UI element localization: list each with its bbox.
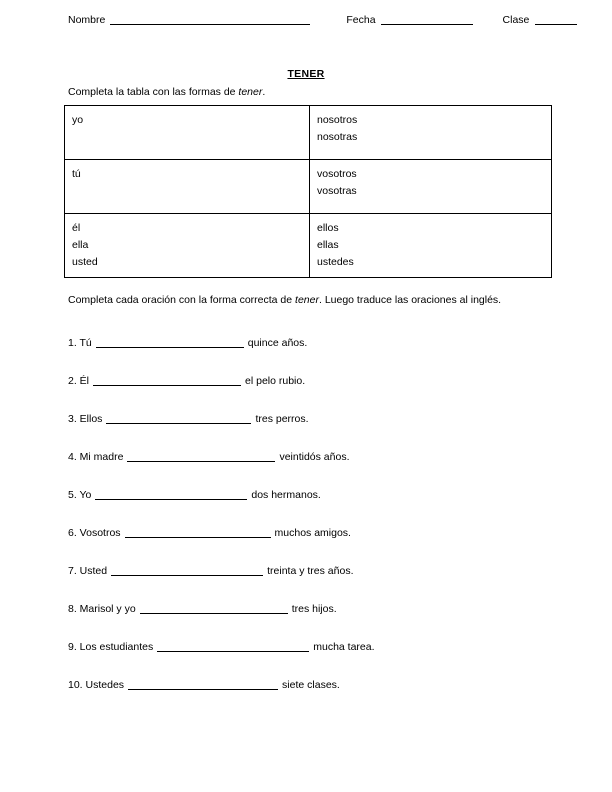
exercise-item (68, 374, 568, 412)
table-instruction-verb: tener (238, 86, 263, 98)
exercise-list (68, 336, 568, 716)
exercise-prompt: 8. Marisol y yo (68, 603, 136, 615)
exercise-instruction-lead: Completa cada oración con la forma correcta de (68, 294, 296, 306)
pronoun-label: ella (72, 239, 89, 251)
pronoun-label: vosotros (317, 168, 357, 180)
answer-blank[interactable] (125, 537, 271, 538)
student-info-row (68, 14, 546, 32)
exercise-prompt: 7. Usted (68, 565, 108, 577)
table-cell-singular[interactable] (65, 214, 310, 278)
pronoun-label: ellas (317, 239, 339, 251)
exercise-prompt: 2. Él (68, 375, 90, 387)
exercise-prompt: 5. Yo (68, 489, 92, 501)
answer-blank[interactable] (95, 499, 247, 500)
exercise-predicate: muchos amigos. (274, 527, 351, 539)
exercise-predicate: tres perros. (255, 413, 309, 425)
exercise-instruction-verb: tener (295, 294, 319, 306)
exercise-prompt: 6. Vosotros (68, 527, 121, 539)
clase-input-blank[interactable] (535, 24, 577, 25)
conjugation-table (64, 105, 552, 278)
exercise-item (68, 526, 568, 564)
exercise-item (68, 488, 568, 526)
answer-blank[interactable] (93, 385, 241, 386)
table-cell-plural[interactable] (310, 214, 552, 278)
exercise-predicate: quince años. (247, 337, 308, 349)
pronoun-label: ustedes (317, 256, 354, 268)
nombre-field-group (68, 14, 310, 26)
clase-label: Clase (502, 14, 530, 26)
pronoun-label: nosotras (317, 131, 358, 143)
exercise-prompt: 4. Mi madre (68, 451, 124, 463)
exercise-predicate: el pelo rubio. (245, 375, 306, 387)
table-instruction (68, 86, 265, 98)
exercise-predicate: mucha tarea. (313, 641, 375, 653)
answer-blank[interactable] (157, 651, 309, 652)
exercise-item (68, 564, 568, 602)
table-cell-plural[interactable] (310, 106, 552, 160)
nombre-label: Nombre (68, 14, 106, 26)
table-row (65, 214, 552, 278)
answer-blank[interactable] (140, 613, 288, 614)
exercise-predicate: siete clases. (282, 679, 340, 691)
answer-blank[interactable] (128, 689, 278, 690)
exercise-instruction (68, 294, 501, 306)
answer-blank[interactable] (106, 423, 251, 424)
pronoun-label: nosotros (317, 114, 358, 126)
exercise-predicate: treinta y tres años. (267, 565, 354, 577)
exercise-prompt: 1. Tú (68, 337, 92, 349)
pronoun-label: usted (72, 256, 98, 268)
table-row (65, 160, 552, 214)
clase-field-group (503, 14, 578, 26)
exercise-prompt: 10. Ustedes (68, 679, 125, 691)
exercise-predicate: tres hijos. (291, 603, 337, 615)
table-cell-plural[interactable] (310, 160, 552, 214)
exercise-item (68, 336, 568, 374)
table-row (65, 106, 552, 160)
exercise-predicate: veintidós años. (279, 451, 350, 463)
answer-blank[interactable] (111, 575, 263, 576)
page-title-text: TENER (287, 68, 325, 80)
exercise-instruction-tail: . Luego traduce las oraciones al inglés. (318, 294, 502, 306)
pronoun-label: vosotras (317, 185, 357, 197)
exercise-item (68, 640, 568, 678)
page-title (0, 68, 612, 80)
answer-blank[interactable] (96, 347, 244, 348)
exercise-item (68, 602, 568, 640)
answer-blank[interactable] (127, 461, 275, 462)
exercise-item (68, 678, 568, 716)
pronoun-label: yo (72, 114, 84, 126)
exercise-prompt: 9. Los estudiantes (68, 641, 154, 653)
table-cell-singular[interactable] (65, 106, 310, 160)
nombre-input-blank[interactable] (110, 24, 310, 25)
table-instruction-lead: Completa la tabla con las formas de (68, 86, 239, 98)
table-instruction-tail: . (262, 86, 266, 98)
exercise-item (68, 450, 568, 488)
exercise-predicate: dos hermanos. (251, 489, 321, 501)
table-cell-singular[interactable] (65, 160, 310, 214)
pronoun-label: él (72, 222, 81, 234)
pronoun-label: tú (72, 168, 81, 180)
exercise-prompt: 3. Ellos (68, 413, 103, 425)
fecha-field-group (346, 14, 472, 26)
pronoun-label: ellos (317, 222, 339, 234)
fecha-label: Fecha (346, 14, 376, 26)
fecha-input-blank[interactable] (381, 24, 473, 25)
exercise-item (68, 412, 568, 450)
